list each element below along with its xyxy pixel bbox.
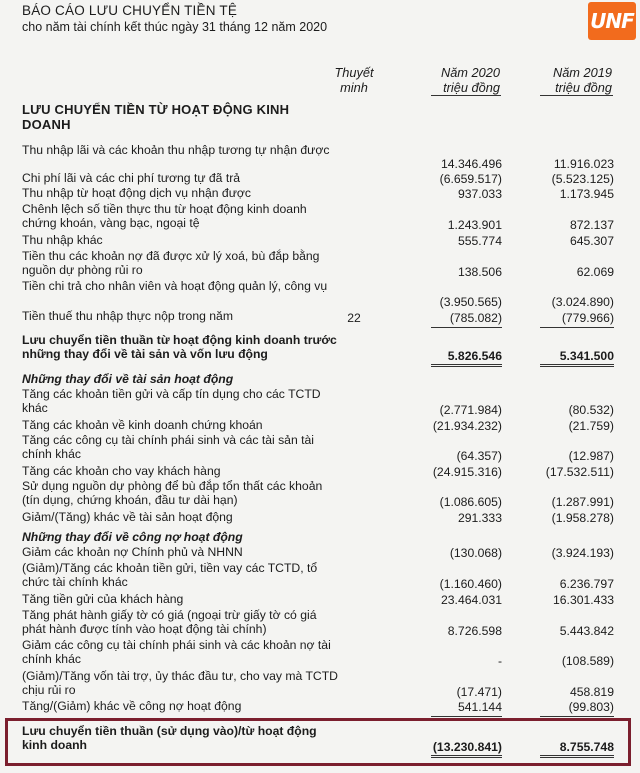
row-label: Thu nhập lãi và các khoản thu nhập tương tự nhận được [22, 143, 330, 157]
double-underline-2019 [540, 364, 614, 367]
row-label: Tăng các khoản tiền gửi và cấp tín dụng cho các TCTD khác [22, 387, 321, 416]
row-label: Chênh lệch số tiền thực thu từ hoạt động kinh doanh chứng khoán, vàng bạc, ngoại tệ [22, 202, 307, 231]
row-label: Tiền thuế thu nhập thực nộp trong năm [22, 309, 233, 323]
value-2020: (13.230.841) [432, 739, 502, 754]
value-2019: 6.236.797 [559, 576, 614, 591]
value-2020: 541.144 [457, 699, 502, 714]
value-2019: 458.819 [569, 684, 614, 699]
brand-logo: UNF [588, 2, 636, 40]
table-row [0, 464, 640, 479]
table-row [0, 561, 640, 591]
table-row [0, 309, 640, 325]
value-2019: (99.803) [568, 699, 614, 714]
value-2019: (108.589) [561, 653, 614, 668]
value-2020: 5.826.546 [447, 348, 502, 363]
table-row [0, 186, 640, 201]
row-label: Tiền thu các khoản nợ đã được xử lý xoá, bù đắp bằng nguồn dự phòng rủi ro [22, 249, 320, 278]
row-label: Thu nhập từ hoạt động dịch vụ nhận được [22, 186, 251, 200]
table-row [0, 102, 640, 132]
row-label: Giảm các khoản nợ Chính phủ và NHNN [22, 545, 243, 559]
row-label: LƯU CHUYỂN TIỀN TỪ HOẠT ĐỘNG KINH DOANH [22, 102, 290, 132]
value-2020: (64.357) [456, 448, 502, 463]
table-row [0, 233, 640, 248]
table-row [0, 545, 640, 560]
value-2019: 1.173.945 [559, 186, 614, 201]
table-row [0, 669, 640, 699]
row-label: Tiền chi trả cho nhân viên và hoạt động quản lý, công vụ [22, 279, 328, 293]
table-row [0, 433, 640, 463]
table-row [0, 530, 640, 545]
row-label: Chi phí lãi và các chi phí tương tự đã trả [22, 171, 241, 185]
table-row [0, 372, 640, 387]
row-label: Thu nhập khác [22, 233, 103, 247]
value-2019: (779.966) [561, 310, 614, 325]
value-2019: (1.958.278) [551, 510, 614, 525]
highlight-box [5, 718, 631, 766]
value-2019: 16.301.433 [553, 592, 614, 607]
value-2019: (3.024.890) [551, 294, 614, 309]
column-header-2020-unit: triệu đồng [443, 80, 500, 95]
value-2019: (3.924.193) [551, 545, 614, 560]
row-label: Giảm/(Tăng) khác về tài sản hoạt động [22, 510, 233, 524]
value-2020: 555.774 [457, 233, 502, 248]
underline-2019 [540, 716, 614, 717]
report-subtitle: cho năm tài chính kết thúc ngày 31 tháng 12 năm 2020 [22, 20, 328, 34]
table-row [0, 249, 640, 279]
double-underline-2020 [431, 364, 502, 367]
value-2020: 291.333 [457, 510, 502, 525]
column-header-2019-unit: triệu đồng [555, 80, 612, 95]
table-row [0, 608, 640, 638]
value-2019: (5.523.125) [551, 171, 614, 186]
value-2020: 937.033 [457, 186, 502, 201]
value-2020: 14.346.496 [441, 156, 502, 171]
value-2020: (17.471) [456, 684, 502, 699]
value-2019: 8.755.748 [559, 739, 614, 754]
report-title: BÁO CÁO LƯU CHUYỂN TIỀN TỆ [22, 3, 238, 18]
column-header-note-line2: minh [340, 80, 368, 95]
table-row [0, 418, 640, 433]
column-header-note-line1: Thuyết [334, 65, 374, 80]
row-label: Lưu chuyển tiền thuần từ hoạt động kinh doanh trước những thay đổi về tài sản và vốn lưu động [22, 333, 337, 362]
row-label: (Giảm)/Tăng các khoản tiền gửi, tiền vay các TCTD, tổ chức tài chính khác [22, 561, 318, 590]
value-2020: (24.915.316) [432, 464, 502, 479]
value-2019: (21.759) [568, 418, 614, 433]
table-row [0, 510, 640, 525]
table-row [0, 592, 640, 607]
value-2019: 5.443.842 [559, 623, 614, 638]
note-ref: 22 [347, 310, 361, 325]
column-header-2019-year: Năm 2019 [552, 65, 612, 80]
value-2020: 23.464.031 [441, 592, 502, 607]
value-2020: - [497, 653, 502, 668]
row-label: (Giảm)/Tăng vốn tài trợ, ủy thác đầu tư, cho vay mà TCTD chịu rủi ro [22, 669, 338, 698]
value-2019: (80.532) [568, 402, 614, 417]
row-label: Sử dụng nguồn dự phòng để bù đắp tổn thất các khoản (tín dụng, chứng khoán, đầu tư dài hạn) [22, 479, 323, 508]
underline-2019 [540, 327, 614, 328]
table-row [0, 279, 640, 309]
row-label: Lưu chuyển tiền thuần (sử dụng vào)/từ hoạt động kinh doanh [22, 724, 317, 753]
table-row [0, 202, 640, 232]
table-row [0, 333, 640, 363]
value-2020: (785.082) [449, 310, 502, 325]
value-2019: (1.287.991) [551, 494, 614, 509]
value-2019: 645.307 [569, 233, 614, 248]
row-label: Tăng các công cụ tài chính phái sinh và các tài sản tài chính khác [22, 433, 314, 462]
value-2020: (1.086.605) [439, 494, 502, 509]
value-2020: (130.068) [449, 545, 502, 560]
table-row [0, 699, 640, 714]
table-row [0, 143, 640, 171]
underline-2020 [431, 327, 502, 328]
table-row [0, 638, 640, 668]
value-2019: (17.532.511) [545, 464, 614, 479]
table-row [0, 387, 640, 417]
value-2019: 872.137 [569, 217, 614, 232]
underline-2020 [431, 716, 502, 717]
value-2020: (1.160.460) [439, 576, 502, 591]
value-2020: 138.506 [457, 264, 502, 279]
row-label: Giảm các công cụ tài chính phái sinh và các khoản nợ tài chính khác [22, 638, 331, 667]
value-2019: 5.341.500 [559, 348, 614, 363]
row-label: Những thay đổi về tài sản hoạt động [22, 372, 234, 386]
value-2020: 8.726.598 [447, 623, 502, 638]
row-label: Tăng phát hành giấy tờ có giá (ngoại trừ giấy tờ có giá phát hành được tính vào hoạt động tài chính) [22, 608, 317, 637]
value-2020: (3.950.565) [439, 294, 502, 309]
value-2020: (21.934.232) [432, 418, 502, 433]
row-label: Tăng/(Giảm) khác về công nợ hoạt động [22, 699, 242, 713]
table-row [0, 171, 640, 186]
row-label: Tăng tiền gửi của khách hàng [22, 592, 184, 606]
value-2019: 62.069 [576, 264, 614, 279]
value-2020: (6.659.517) [439, 171, 502, 186]
value-2019: 11.916.023 [553, 156, 614, 171]
value-2020: (2.771.984) [439, 402, 502, 417]
row-label: Những thay đổi về công nợ hoạt động [22, 530, 243, 544]
value-2019: (12.987) [568, 448, 614, 463]
row-label: Tăng các khoản cho vay khách hàng [22, 464, 221, 478]
table-row [0, 479, 640, 509]
row-label: Tăng các khoản về kinh doanh chứng khoán [22, 418, 263, 432]
value-2020: 1.243.901 [447, 217, 502, 232]
column-header-2020-year: Năm 2020 [440, 65, 500, 80]
